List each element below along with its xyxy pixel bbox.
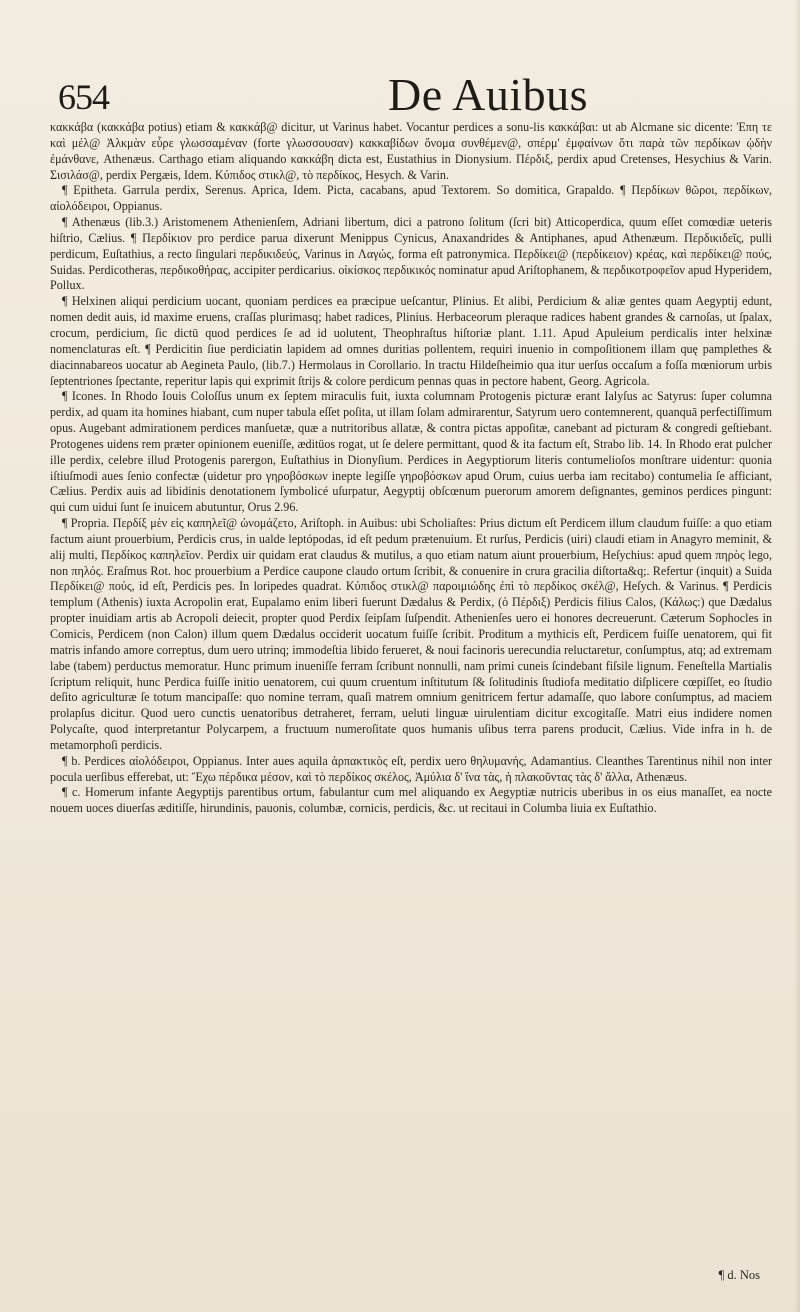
paragraph-icones: ¶ Icones. In Rhodo Iouis Coloſſus unum ex ſeptem miraculis fuit, iuxta columnam Protogenis picturæ erant Ialyſus ac Satyrus: ſuper columna perdix, ad quam ita homines hiabant, cum nuper tabula eſſet poſita, ut illam ſolam admirarentur, Satyrum uero contemnerent, quanquā perfectiſſimum opus. Augebant admirationem perdices manſuetæ, quæ a nutritoribus allatæ, & contra pictas appoſitæ, canebant ad picturam & congredi geſtiebant. Protogenes uidens rem præter opinionem eueniſſe, æditüos rogat, ut ſe delere permittant, quod & ita factum eſt, Strabo lib. 14. In Rhodo erat pulcher ille perdix, celebre illud Protogenis parergon, Euſtathius in Dionyſium. Perdices in Aegyptiorum literis contumelioſos monſtrare uidentur: quonia iſtiuſmodi aues ſenio confectæ (uidetur pro γηροβόσκων inepte legiſſe γηροβόσκων apud Orum, cuius uerba iam recitabo) contumelia ſe afficiant, Cælius. Perdix auis ad libidinis denotationem ſymbolicé uſurpatur, Aegyptij obſcœnum puerorum amorem deſignantes, geminos perdices pingunt: qui cum uidui ſunt ſe inuicem abutuntur, Orus 2.96. (50, 389, 772, 515)
paragraph-section-c: ¶ c. Homerum infante Aegyptijs parentibus ortum, fabulantur cum mel aliquando ex Aegyptiæ nutricis uberibus in os eius manaſſet, ea nocte nouem uoces diuerſas æditiſſe, hirundinis, pauonis, columbæ, cornicis, perdicis, &c. ut recitaui in Columba liuia ex Euſtathio. (50, 785, 772, 816)
paragraph-helxine: ¶ Helxinen aliqui perdicium uocant, quoniam perdices ea præcipue ueſcantur, Plinius. Et alibi, Perdicium & aliæ gentes quam Aegyptij edunt, nomen dedit auis, id maxime eruens, craſſas plurimasq; habet radices, Plinius. Herbaceorum pleraque radices habent grandes & carnoſas, ut ſpalax, crocum, perdicium, ſic dictū quod perdices ſe ad id uolutent, Theophraſtus hiſtoriæ plant. 1.11. Apud Apuleium perdicalis inter helxinæ nomenclaturas eſt. ¶ Perdicitin ſiue perdiciatin lapidem ad omnes duritias pollentem, requiri inuenio in compoſitionem illam quę pamplethes & diacinnabareos uocatur ab Aegineta Paulo, (lib.7.) Hermolaus in Corollario. In tractu Hildeſheimio qua itur uerſus occaſum a foſſa mœniorum urbis ſeptentriones ſpectante, reperitur lapis qui exprimit ſtrijs & colore perdicum pennas quas in pectore habent, Georg. Agricola. (50, 294, 772, 388)
paragraph-nomenclature: κακκάβα (κακκάβα potius) etiam & κακκάβ@ dicitur, ut Varinus habet. Vocantur perdices a sonu-lis κακκάβαι: ut ab Alcmane sic dicente: Ἐπη τε καὶ μέλ@ Ἀλκμὰν εὗρε γλωσσαμέναν (forte γλωσσουσαν) κακκαβίδων ὄνομα συνθέμεν@, σπέρμ' ἐμφαίνων ὅτι παρὰ τῶν περδίκων ᾠδὴν ἐμάνθανε, Athenæus. Carthago etiam aliquando κακκάβη dicta est, Eustathius in Dionysium. Πέρδιξ, perdix apud Cretenses, Hesychius & Varin. Σισιλάσ@, perdix Pergæis, Idem. Κύπιδος στικλ@, τὸ περδίκος, Hesych. & Varin. (50, 120, 772, 182)
paragraph-section-b: ¶ b. Perdices αἰολόδειροι, Oppianus. Inter aues aquila ἁρπακτικὸς eſt, perdix uero θηλυμανής, Adamantius. Cleanthes Tarentinus nihil non inter pocula uerſibus efferebat, ut: Ἔχω πέρδικα μέσον, καὶ τὸ περδίκος σκέλος, Ἀμύλια δ' ἵνα τὰς, ἡ πλακοῦντας τὰς δ' ἄλλα, Athenæus. (50, 753, 772, 784)
page-header (58, 68, 760, 118)
body-text (50, 120, 772, 817)
paragraph-epitheta: ¶ Epitheta. Garrula perdix, Serenus. Aprica, Idem. Picta, cacabans, apud Textorem. So domitica, Grapaldo. ¶ Περδίκων θῶροι, περδίκων, αἰολόδειροι, Oppianus. (50, 183, 772, 214)
catchword: ¶ d. Nos (718, 1268, 760, 1282)
page-number: 654 (58, 77, 109, 117)
running-title: De Auibus (388, 69, 588, 120)
paragraph-athenaeus: ¶ Athenæus (lib.3.) Aristomenem Athenienſem, Adriani libertum, dici a patrono ſolitum (ſcri bit) Atticoperdica, quum eſſet comœdiæ ueteris hiſtrio, Cælius. ¶ Περδίκιον pro perdice parua dixerunt Menippus Cynicus, Anaxandrides & Antiphanes, apud Athenæum. Περδικιδεῖς, pulli perdicum, Euſtathius, a recto ſingulari περδικιδεύς, Varinus in Λαγώς, forma eſt patronymica. Περδίκει@ (περδίκειον) κρέας, καὶ περδίκει@ πούς, Suidas. Perdicotheras, περδικοθήρας, accipiter perdicarius. οἰκίσκος περδικικός nominatur apud Ariſtophanem, & περδικοτροφεῖον apud Hyperidem, Pollux. (50, 215, 772, 293)
page-edge-shadow (794, 0, 800, 1312)
paragraph-propria: ¶ Propria. Περδίξ μὲν εἰς καπηλεῖ@ ὠνομάζετο, Ariſtoph. in Auibus: ubi Scholiaſtes: Prius dictum eſt Perdicem illum claudum fuiſſe: a quo etiam factum aiunt prouerbium, Perdicis crus, in ualde leptópodas, id eſt pedum prætenuium. Et rurſus, Perdicis (uiri) claudi etiam in Anagyro meminit, & alij multi, Περδίκος καπηλεῖον. Perdix uir quidam erat claudus & mutilus, a quo etiam natum aiunt prouerbium, Heſychius: apud quem πηρὸς lego, non πηλός. Eraſmus Rot. hoc prouerbium a Perdice caupone claudo ortum ſcribit, & conuenire in crura gracilia diſtorta&q;. Refertur (inquit) a Suida Περδίκει@ πούς, id eſt, Perdicis pes. In loripedes quadrat. Κύπιδος στικλ@ παροιμιώδης ἐπὶ τὸ περδίκος σκέλ@, Heſych. & Varinus. ¶ Perdicis templum (Athenis) iuxta Acropolin erat, Eupalamo enim liberi fuerunt Dædalus & Perdix, (ὁ Πέρδιξ) Perdicis filius Calos, (Κάλως:) que Dædalus propter inuidiam artis ab Acropoli deiecit, propter quod Perdix ſeipſam ſuſpendit. Athenienſes uero ei honores decreuerunt. Cæterum Sophocles in Comicis, Perdicem (non Calon) illum quem Dædalus occiderit uocatum fuiſſe ſcribit. Proditum a mythicis eſt, Perdicem fuiſſe uenatorem, qui fit matris infando amore correptus, dum uero utrinq; immodeſtia libido ferueret, & noui facinoris uerecundia reluctaretur, conſumptus, atq; ad extremam labe (tabem) perductus memoratur. Hunc primum inueniſſe ferram ſcribunt nonnulli, nam primi cuneis ſcindebant fiſsile lignum. Feneſtella Martialis ſcriptum reliquit, hunc Perdica fuiſſe initio uenatorem, cui quum cruentum inſtitutum ſ& ſolitudinis ſtudiofa meditatio diſplicere cœpiſſet, eo ſtudio deſito agriculturæ ſe totum mancipaſſe: quo nomine terram, quaſi matrem omnium genitricem fertur adamaſſe, quo labore conſumptus, ad maciem prolapſus dicitur. Quod uero cunctis uenatoribus detraheret, ferram, ueluti linguæ uirulentiam dicitur excogitaſſe. Matri eius indidere nomen Polycaſte, quod interpretantur Polycarpem, a fructuum numeroſitate quos humanis uſibus terra parens producit, Cælius. Vide infra in h. de metamorphoſi perdicis. (50, 516, 772, 752)
